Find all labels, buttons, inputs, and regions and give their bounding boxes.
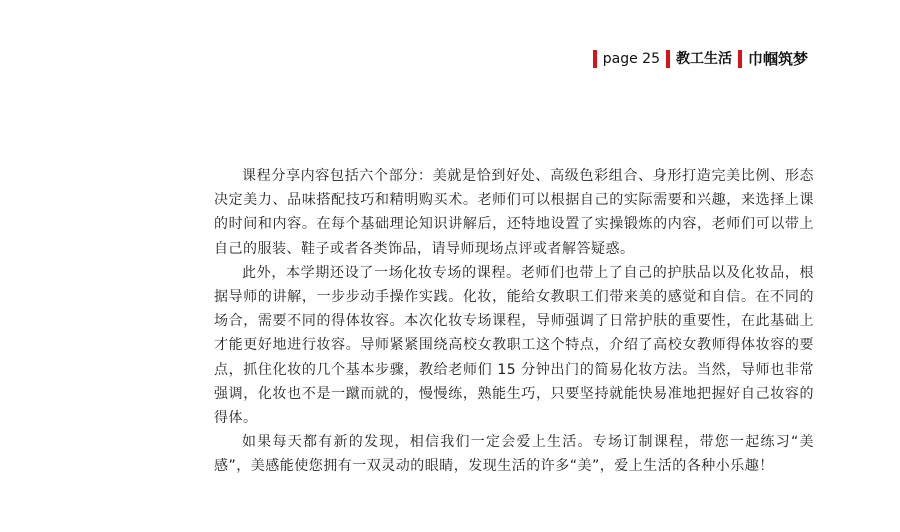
column-title: 巾帼筑梦	[747, 50, 808, 68]
section-title: 教工生活	[675, 51, 732, 67]
page-header	[593, 48, 814, 70]
header-section-segment	[666, 50, 732, 68]
red-bar-icon	[593, 50, 597, 68]
article-paragraph-1: 课程分享内容包括六个部分：美就是恰到好处、高级色彩组合、身形打造完美比例、形态决定美力、品味搭配技巧和精明购买术。老师们可以根据自己的实际需要和兴趣，来选择上课的时间和内容。在每个基础理论知识讲解后，还特地设置了实操锻炼的内容，老师们可以带上自己的服装、鞋子或者各类饰品，请导师现场点评或者解答疑惑。	[214, 168, 814, 257]
article-paragraph-2: 此外，本学期还设了一场化妆专场的课程。老师们也带上了自己的护肤品以及化妆品，根据导师的讲解，一步步动手操作实践。化妆，能给女教职工们带来美的感觉和自信。在不同的场合，需要不同的得体妆容。本次化妆专场课程，导师强调了日常护肤的重要性，在此基础上才能更好地进行妆容。导师紧紧围绕高校女教职工这个特点，介绍了高校女教师得体妆容的要点，抓住化妆的几个基本步骤，教给老师们 15 分钟出门的简易化妆方法。当然，导师也非常强调，化妆也不是一蹴而就的，慢慢练，熟能生巧，只要坚持就能快易准地把握好自己妆容的得体。	[214, 264, 814, 427]
article-body	[214, 164, 814, 479]
page-number: page 25	[602, 51, 660, 67]
header-column-segment	[738, 50, 808, 68]
red-bar-icon	[666, 50, 670, 68]
red-bar-icon	[738, 50, 742, 68]
header-page-segment	[593, 50, 660, 68]
article-paragraph-3: 如果每天都有新的发现，相信我们一定会爱上生活。专场订制课程，带您一起练习“美感”，美感能使您拥有一双灵动的眼睛，发现生活的许多“美”，爱上生活的各种小乐趣！	[214, 434, 814, 475]
